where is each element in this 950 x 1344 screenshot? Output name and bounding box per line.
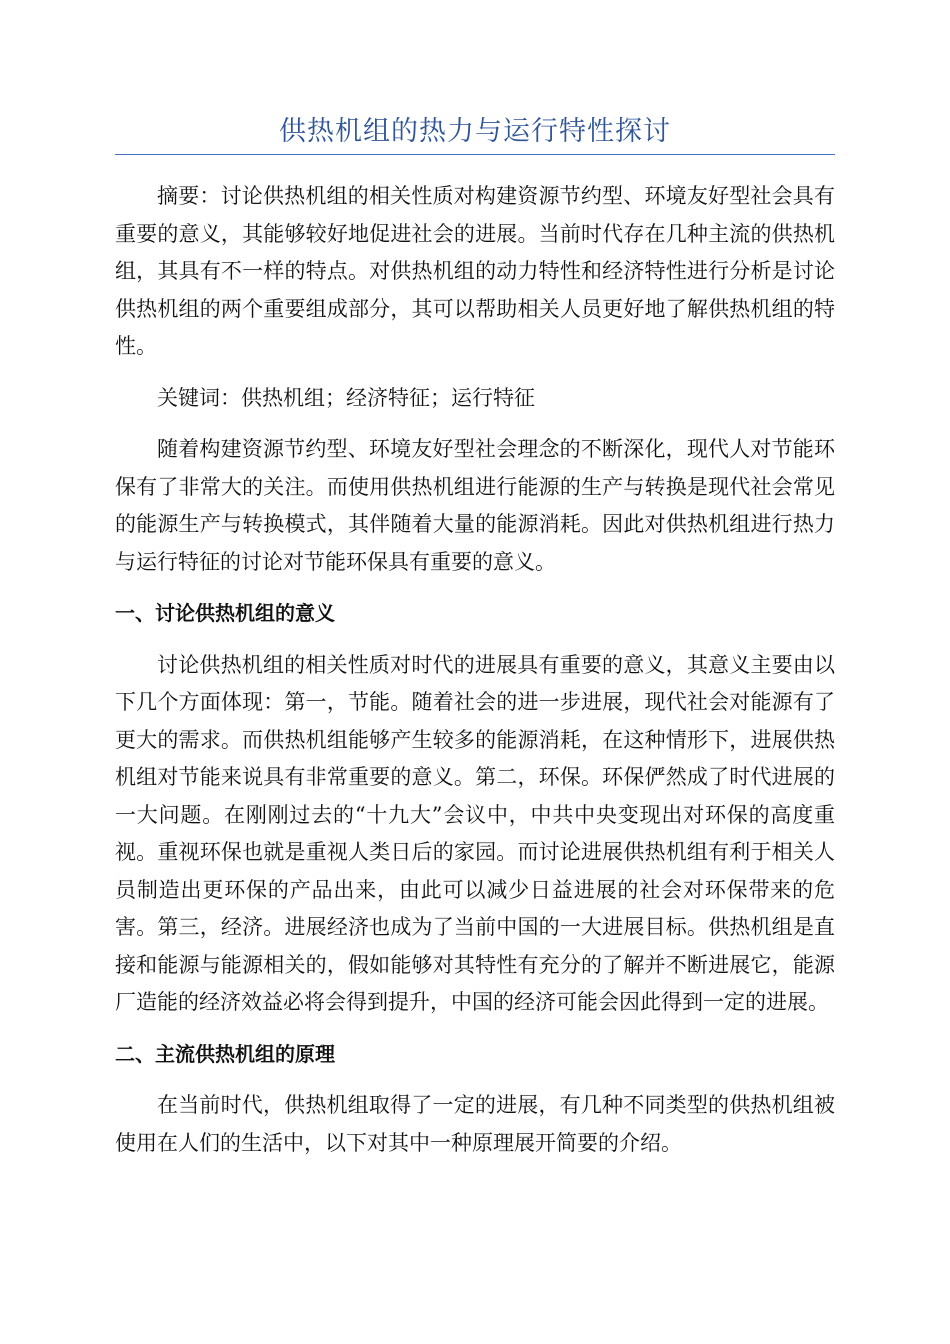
section-2-paragraph: 在当前时代，供热机组取得了一定的进展，有几种不同类型的供热机组被使用在人们的生活中，以下对其中一种原理展开简要的介绍。 <box>115 1093 835 1155</box>
section-1-paragraph: 讨论供热机组的相关性质对时代的进展具有重要的意义，其意义主要由以下几个方面体现：第一，节能。随着社会的进一步进展，现代社会对能源有了更大的需求。而供热机组能够产生较多的能源消耗，在这种情形下，进展供热机组对节能来说具有非常重要的意义。第二，环保。环保俨然成了时代进展的一大问题。在刚刚过去的“十九大”会议中，中共中央变现出对环保的高度重视。重视环保也就是重视人类日后的家园。而讨论进展供热机组有利于相关人员制造出更环保的产品出来，由此可以减少日益进展的社会对环保带来的危害。第三，经济。进展经济也成为了当前中国的一大进展目标。供热机组是直接和能源与能源相关的，假如能够对其特性有充分的了解并不断进展它，能源厂造能的经济效益必将会得到提升，中国的经济可能会因此得到一定的进展。 <box>115 652 835 1014</box>
document-title: 供热机组的热力与运行特性探讨 <box>279 116 671 147</box>
section-2-heading: 二、主流供热机组的原理 <box>115 1041 335 1066</box>
abstract-paragraph: 摘要：讨论供热机组的相关性质对构建资源节约型、环境友好型社会具有重要的意义，其能够较好地促进社会的进展。当前时代存在几种主流的供热机组，其具有不一样的特点。对供热机组的动力特性和经济特性进行分析是讨论供热机组的两个重要组成部分，其可以帮助相关人员更好地了解供热机组的特性。 <box>115 184 835 358</box>
section-1-heading: 一、讨论供热机组的意义 <box>115 601 335 625</box>
title-underline <box>115 154 835 155</box>
keywords-paragraph: 关键词：供热机组；经济特征；运行特征 <box>157 385 535 410</box>
intro-paragraph: 随着构建资源节约型、环境友好型社会理念的不断深化，现代人对节能环保有了非常大的关注。而使用供热机组进行能源的生产与转换是现代社会常见的能源生产与转换模式，其伴随着大量的能源消耗。因此对供热机组进行热力与运行特征的讨论对节能环保具有重要的意义。 <box>115 437 835 574</box>
document-body <box>115 178 835 1176</box>
